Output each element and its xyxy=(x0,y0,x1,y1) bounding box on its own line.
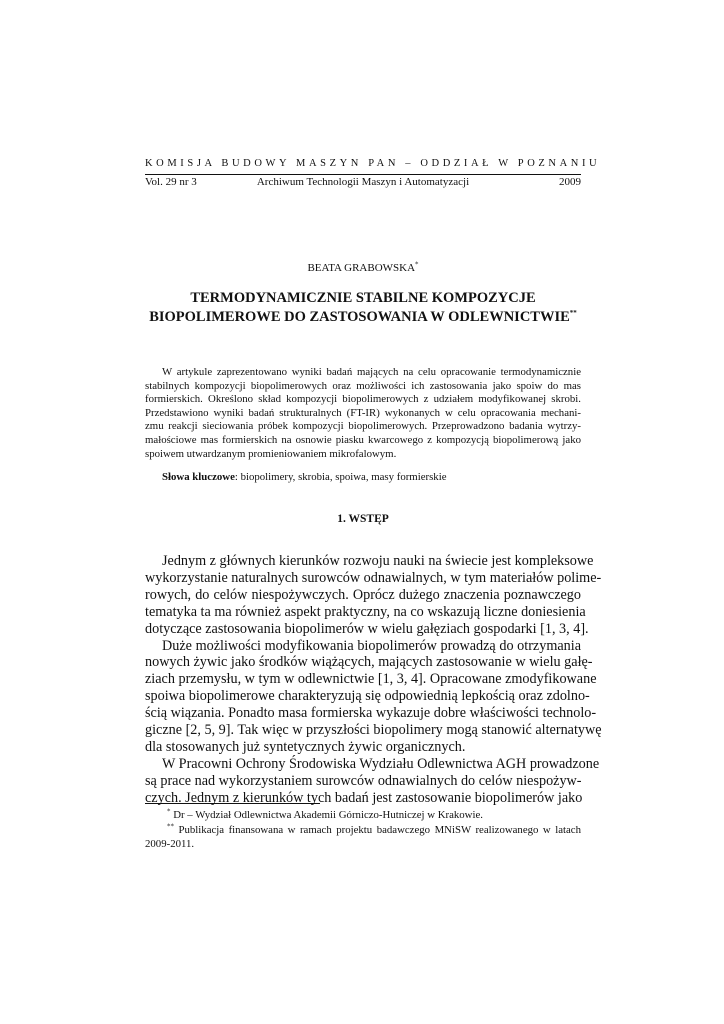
footnote-2-text: Publikacja finansowana w ramach projektu badawczego MNiSW realizowanego w latach xyxy=(174,823,581,836)
footnote-rule xyxy=(145,803,320,804)
keywords xyxy=(162,471,447,483)
body-line: spoiwa biopolimerowe charakteryzują się odpowiednią lepkością oraz zdolno- xyxy=(145,688,590,705)
body-line: tematyka ta ma również aspekt praktyczny, na co wskazują liczne doniesienia xyxy=(145,603,586,620)
body-line: wykorzystanie naturalnych surowców odnawialnych, w tym materiałów polime- xyxy=(145,569,602,586)
body-line: giczne [2, 5, 9]. Tak więc w przyszłości biopolimery mogą stanowić alternatywę xyxy=(145,722,602,739)
title-footnote-mark: ** xyxy=(569,309,577,318)
abstract-line: spoiwem utwardzanym promieniowaniem mikrofalowym. xyxy=(145,447,397,460)
title-line-1: TERMODYNAMICZNIE STABILNE KOMPOZYCJE xyxy=(190,290,536,306)
abstract-line: W artykule zaprezentowano wyniki badań mających na celu opracowanie termodynamicznie xyxy=(162,366,581,378)
abstract xyxy=(145,366,581,461)
abstract-line: małościowe mas formierskich na osnowie piasku kwarcowego z kompozycją biopolimerową jako xyxy=(145,433,581,446)
author-name-text: BEATA GRABOWSKA xyxy=(307,262,416,274)
footnote-1-text: Dr – Wydział Odlewnictwa Akademii Górniczo-Hutniczej w Krakowie. xyxy=(170,809,483,821)
volume-number: Vol. 29 nr 3 xyxy=(145,176,197,188)
body-line: Jednym z głównych kierunków rozwoju nauki na świecie jest kompleksowe xyxy=(162,553,594,569)
footnote-1 xyxy=(145,808,581,823)
body-line: nowych żywic jako środków wiążących, mających zastosowanie w wielu gałę- xyxy=(145,654,593,671)
abstract-line: Przedstawiono wyniki badań strukturalnych (FT-IR) wykonanych w celu opracowania mechani- xyxy=(145,406,581,419)
title-line-2-text: BIOPOLIMEROWE DO ZASTOSOWANIA W ODLEWNICTWIE xyxy=(149,309,570,325)
header-rule xyxy=(145,174,581,175)
abstract-line: stabilnych kompozycji biopolimerowych oraz możliwości ich zastosowania jako spoiw do mas xyxy=(145,379,581,392)
keywords-text: : biopolimery, skrobia, spoiwa, masy formierskie xyxy=(234,471,447,483)
body-text xyxy=(145,553,602,807)
footnote-1-mark: * xyxy=(167,807,171,816)
footnotes xyxy=(145,808,581,852)
publication-year: 2009 xyxy=(559,176,581,188)
abstract-line: formierskich. Określono skład kompozycji biopolimerowych z udziałem modyfikowanej skrobi. xyxy=(145,393,581,406)
paper-title xyxy=(145,289,581,327)
journal-name: Archiwum Technologii Maszyn i Automatyzacji xyxy=(256,176,470,188)
footnote-2-mark: ** xyxy=(167,821,174,830)
journal-masthead: KOMISJA BUDOWY MASZYN PAN – ODDZIAŁ W POZNANIU xyxy=(145,158,601,169)
body-line: są prace nad wykorzystaniem surowców odnawialnych do celów niespożyw- xyxy=(145,772,582,789)
body-line: ścią wiązania. Ponadto masa formierska wykazuje dobre właściwości technolo- xyxy=(145,705,597,722)
title-line-2 xyxy=(145,308,581,327)
body-line: czych. Jednym z kierunków tych badań jest zastosowanie biopolimerów jako xyxy=(145,789,583,806)
author-name xyxy=(145,262,581,274)
keywords-label: Słowa kluczowe xyxy=(162,471,235,483)
body-line: Duże możliwości modyfikowania biopolimerów prowadzą do otrzymania xyxy=(162,637,581,654)
footnote-2 xyxy=(145,823,581,838)
body-line: dla stosowanych już syntetycznych żywic organicznych. xyxy=(145,738,466,755)
author-footnote-mark: * xyxy=(415,260,419,269)
abstract-line: zmu reakcji sieciowania próbek kompozycji biopolimerowych. Przeprowadzono badania wytrzy- xyxy=(145,420,581,433)
footnote-2-continuation: 2009-2011. xyxy=(145,838,195,850)
body-line: ziach przemysłu, w tym w odlewnictwie [1, 3, 4]. Opracowane zmodyfikowane xyxy=(145,671,597,688)
body-line: W Pracowni Ochrony Środowiska Wydziału Odlewnictwa AGH prowadzone xyxy=(162,755,600,772)
body-line: rowych, do celów niespożywczych. Oprócz dużego znaczenia poznawczego xyxy=(145,586,581,603)
body-line: dotyczące zastosowania biopolimerów w wielu gałęziach gospodarki [1, 3, 4]. xyxy=(145,620,589,637)
section-heading: 1. WSTĘP xyxy=(337,513,389,525)
